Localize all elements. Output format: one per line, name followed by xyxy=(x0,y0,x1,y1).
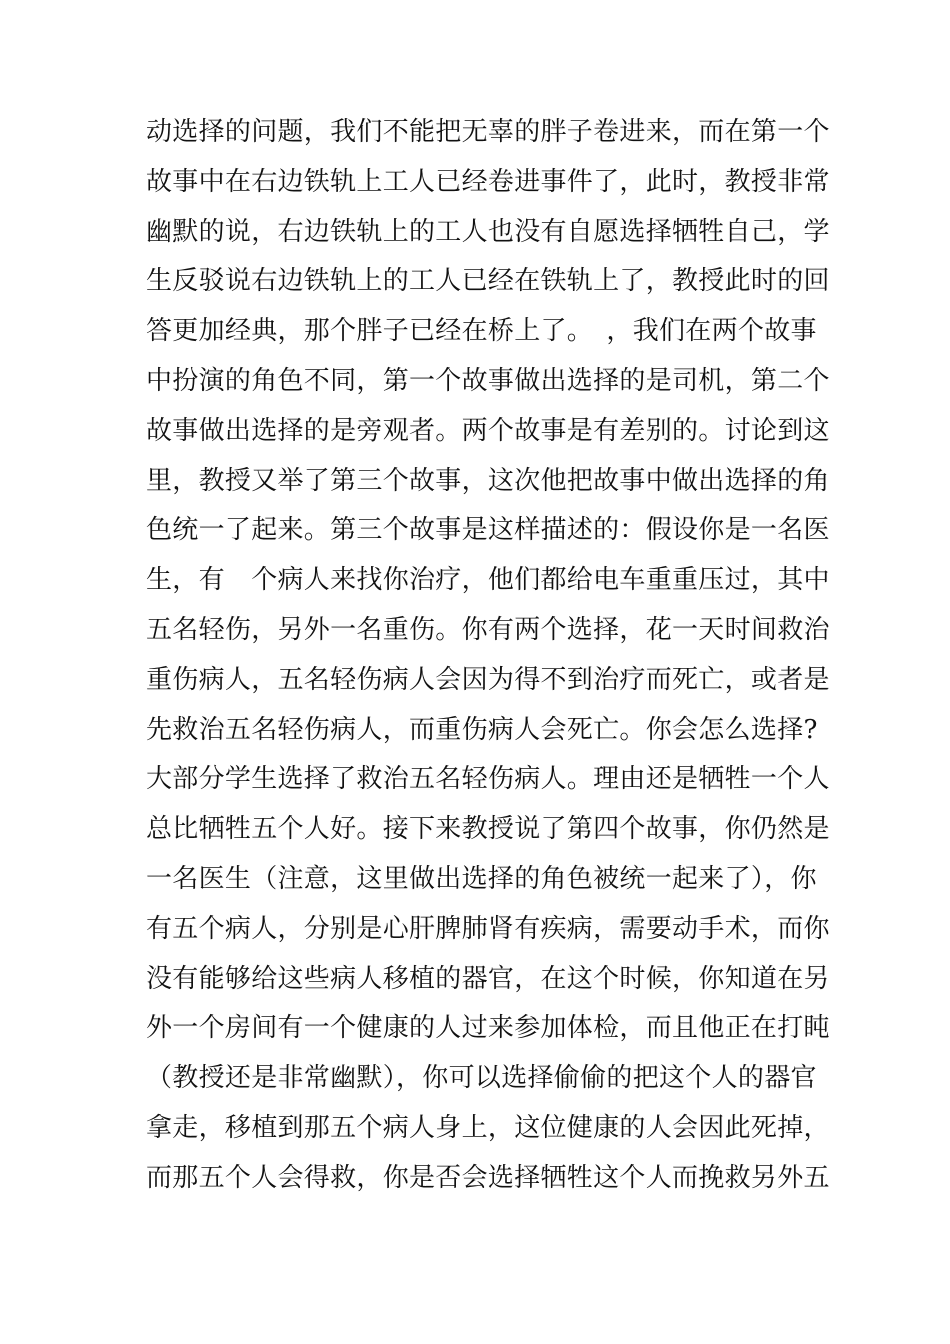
text-line: 大部分学生选择了救治五名轻伤病人。理由还是牺牲一个人 xyxy=(146,764,830,795)
text-line: 五名轻伤，另外一名重伤。你有两个选择，花一天时间救治 xyxy=(146,614,830,645)
text-line: 幽默的说，右边铁轨上的工人也没有自愿选择牺牲自己，学 xyxy=(146,216,830,247)
text-line: 外一个房间有一个健康的人过来参加体检，而且他正在打盹 xyxy=(146,1013,830,1044)
text-line: 色统一了起来。第三个故事是这样描述的：假设你是一名医 xyxy=(146,515,830,546)
text-line: 先救治五名轻伤病人，而重伤病人会死亡。你会怎么选择? xyxy=(146,714,818,745)
text-line: 中扮演的角色不同，第一个故事做出选择的是司机，第二个 xyxy=(146,365,830,396)
text-line: 答更加经典，那个胖子已经在桥上了。 ，我们在两个故事 xyxy=(146,316,817,347)
text-line: 生反驳说右边铁轨上的工人已经在铁轨上了，教授此时的回 xyxy=(146,266,830,297)
text-line: 一名医生（注意，这里做出选择的角色被统一起来了），你 xyxy=(146,863,817,894)
text-line: （教授还是非常幽默），你可以选择偷偷的把这个人的器官 xyxy=(146,1063,817,1094)
text-line: 总比牺牲五个人好。接下来教授说了第四个故事，你仍然是 xyxy=(146,814,830,845)
body-text xyxy=(146,108,830,1204)
text-line: 故事做出选择的是旁观者。两个故事是有差别的。讨论到这 xyxy=(146,415,830,446)
text-line: 而那五个人会得救，你是否会选择牺牲这个人而挽救另外五 xyxy=(146,1162,830,1193)
text-line: 动选择的问题，我们不能把无辜的胖子卷进来，而在第一个 xyxy=(146,117,830,147)
text-line: 没有能够给这些病人移植的器官，在这个时候，你知道在另 xyxy=(146,963,830,994)
text-line: 里，教授又举了第三个故事，这次他把故事中做出选择的角 xyxy=(146,465,830,496)
text-line: 重伤病人，五名轻伤病人会因为得不到治疗而死亡，或者是 xyxy=(146,664,830,695)
text-line: 故事中在右边铁轨上工人已经卷进事件了，此时，教授非常 xyxy=(146,166,830,197)
text-line: 拿走，移植到那五个病人身上，这位健康的人会因此死掉， xyxy=(146,1112,830,1143)
text-line: 生，有 个病人来找你治疗，他们都给电车重重压过，其中 xyxy=(146,565,830,596)
text-line: 有五个病人，分别是心肝脾肺肾有疾病，需要动手术，而你 xyxy=(146,913,830,944)
